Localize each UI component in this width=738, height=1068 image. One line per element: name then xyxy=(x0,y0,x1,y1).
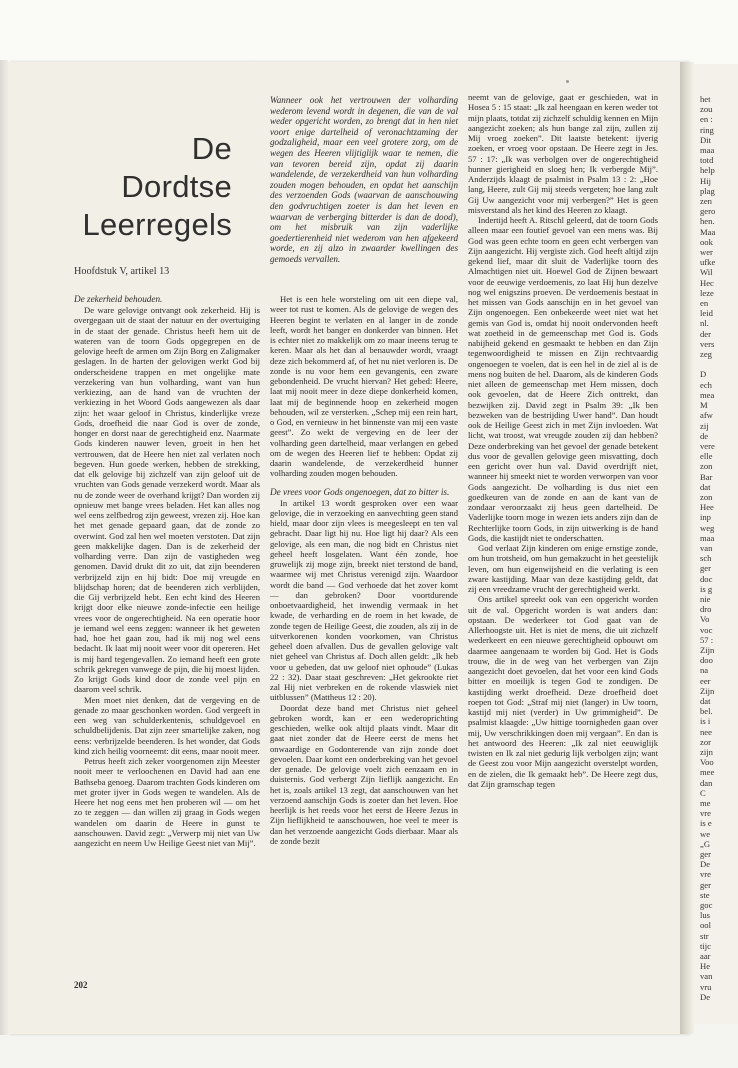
right-page-line: is g xyxy=(700,583,713,594)
right-page-line: Maa xyxy=(700,226,716,237)
paragraph: God verlaat Zijn kinderen om enige ernstige zonde, om hun trotsheid, om hun gemakzucht in het geestelijk leven, om hun eigenwijsheid en die verlating is een zware kastijding. Maar van deze kastijding geldt, dat zij een vreedzame vrucht der gerechtigheid werkt. xyxy=(468,543,658,594)
article-subtitle: Hoofdstuk V, artikel 13 xyxy=(74,266,170,277)
right-page-line: der xyxy=(700,328,711,339)
right-page-line: zijn xyxy=(700,747,713,757)
right-page-line: afw xyxy=(700,410,713,421)
right-page-line: vru xyxy=(700,981,712,992)
right-page-line: mee xyxy=(700,767,715,778)
right-page-fragment xyxy=(694,64,738,1024)
right-page-line: dat xyxy=(700,695,711,706)
right-page-line: plag xyxy=(700,185,715,196)
right-page-line: Hij xyxy=(700,175,711,186)
right-page-line: ufke xyxy=(700,257,716,268)
right-page-line: zor xyxy=(700,736,711,747)
right-page-line: Vo xyxy=(700,614,710,625)
right-page-line: voc xyxy=(700,624,713,635)
book-gutter xyxy=(680,62,694,1034)
right-page-line: dan xyxy=(700,777,713,788)
right-page-text xyxy=(694,64,738,1002)
paragraph: neemt van de gelovige, gaat er geschieden, wat in Hosea 5 : 15 staat: „Ik zal heengaan en keren weder tot mijn plaats, totdat zij zichzelf schuldig kennen en Mijn aangezicht zoeken; als hun bange zal zijn, zullen zij Mij vroeg zoeken”. Dit laatste betekent: ijverig zoeken, er vroeg voor opstaan. De Heere zegt in Jes. 57 : 17: „Ik was verbolgen over de ongerechtigheid hunner gierigheid en sloeg hen; Ik verbergde Mij”. Anderzijds klaagt de psalmist in Psalm 13 : 2: „Hoe lang, Heere, zult Gij mij steeds vergeten; hoe lang zult Gij Uw aangezicht voor mij verbergen?” Het is geen misverstand als het kind des Heeren zo klaagt. xyxy=(468,92,658,215)
title-line-3: Leerregels xyxy=(82,207,232,242)
right-page-line: hen. xyxy=(700,216,715,227)
paragraph: Indertijd heeft A. Ritschl geleerd, dat de toorn Gods alleen maar een foutief gevoel van een mens was. Bij God was geen echte toorn en geen echt verbergen van Zijn aangezicht. Hij vergiste zich. God heeft altijd zijn gekend lief, maar dit sluit de Vaderlijke toorn des Almachtigen niet uit. Hoewel God de Zijnen bewaart voor de eeuwige verdoemenis, zo laat Hij hun dezelve nog wel enigszins proeven. De verdoemenis bestaat in het missen van Gods aanschijn en in het gevoel van Zijn ongenoegen. Een onbekeerde weet niet wat het gemis van God is, omdat hij nooit ondervonden heeft wat zoetheid in de gemeenschap met God is. Gods nabijheid gekend en gesmaakt te hebben en dan Zijn tegenwoordigheid te missen en Zijn rechtvaardig ongenoegen te voelen, dat is een hel in de ziel al is de mens nog buiten de hel. Daarom, als de kinderen Gods niet alleen de gemeenschap met Hem missen, doch ook gevoelen, dat de Heere Zich onttrekt, dan bezwijken zij. David zegt in Psalm 39: „Ik ben bezweken van de bestrijding Uwer hand”. Dan houdt ook de Heilige Geest zich in met Zijn invloeden. Wat licht, wat troost, wat vreugde zouden zij dan hebben? Deze onderbreking van het gevoel der genade betekent dus voor de gevallen gelovige geen misvatting, doch een gericht over hun val. David overdrijft niet, wanneer hij smeekt niet te worden verworpen van voor Gods aangezicht. De volharding is dus niet een goedkeuren van de zonde en aan de kant van de zondaar veroorzaakt zij heus geen dartelheid. De Vaderlijke toorn moge in wezen iets anders zijn dan de Rechterlijke toorn Gods, in zijn uitwerking is de hand Gods, die kastijdt niet te onderschatten. xyxy=(468,215,658,543)
right-page-line: leze xyxy=(700,287,714,298)
right-page-line: totd xyxy=(700,155,714,166)
right-page-line: vere xyxy=(700,440,715,451)
right-page-line: Voo xyxy=(700,757,714,768)
right-page-line: ring xyxy=(700,124,714,135)
right-page-line: vre xyxy=(700,808,711,819)
paragraph: Doordat deze band met Christus niet geheel gebroken wordt, kan er een wederoprichting geschieden, welke ook altijd plaats vindt. Maar dit gaat niet zonder dat de Heere eerst de mens het onwaardige en Godonterende van zijn zonde doet gevoelen. Daar komt een onderbreking van het gevoel der genade. De gelovige voelt zich eenzaam en in duisternis. God verbergt Zijn lieflijk aangezicht. En het is, zoals artikel 13 zegt, dat aanschouwen van het verzoend aanschijn Gods is zoeter dan het leven. Hoe heerlijk is het reeds voor het eerst de Heere Jezus in Zijn lieflijkheid te aanschouwen, hoe veel te meer is dan het verzoende aangezicht Gods dierbaar. Maar als de zonde bezit xyxy=(270,702,458,846)
right-page-line: C xyxy=(700,787,706,798)
right-page-line: van xyxy=(700,542,713,553)
right-page-line: ger xyxy=(700,879,711,890)
right-page-line: ste xyxy=(700,889,710,900)
right-page-line: ool xyxy=(700,920,711,931)
right-page-line: wer xyxy=(700,247,713,258)
column-1-heading: De zekerheid behouden. xyxy=(74,294,163,304)
right-page-line: en xyxy=(700,298,709,309)
right-page-line: weg xyxy=(700,522,715,533)
right-page-line: mea xyxy=(700,389,715,400)
right-page-line: tijc xyxy=(700,940,711,951)
right-page-line: ook xyxy=(700,236,713,247)
right-page-line: eer xyxy=(700,675,711,686)
right-page-line: De xyxy=(700,859,711,870)
right-page-line: gero xyxy=(700,206,716,217)
column-2 xyxy=(270,294,458,846)
right-page-line: is e xyxy=(700,818,712,829)
right-page-line: bel. xyxy=(700,706,713,717)
right-page-line: „G xyxy=(700,838,711,849)
title-line-1: De xyxy=(191,131,232,166)
right-page-line: het xyxy=(700,94,711,104)
right-page-line: van xyxy=(700,971,713,982)
right-page-line: dro xyxy=(700,604,712,615)
paragraph: Petrus heeft zich zeker voorgenomen zijn Meester nooit meer te verloochenen en David had aan ene Bathseba genoeg. Daarom trachten Gods kinderen om met groter ijver in Gods wegen te wandelen. Als de Heere het nog eens met hen proberen wil — om het zo te zeggen — dan willen zij graag in Gods wegen wandelen om daarin de Heere in gunst te aanschouwen. David zegt: „Verwerp mij niet van Uw aangezicht en neem Uw Heilige Geest niet van Mij”. xyxy=(74,756,260,848)
right-page-line: Bar xyxy=(700,471,713,482)
right-page-line: ech xyxy=(700,379,712,390)
right-page-line: He xyxy=(700,961,711,972)
right-page-line: Hec xyxy=(700,277,714,288)
right-page-line: sch xyxy=(700,553,712,564)
right-page-line: nl. xyxy=(700,318,709,329)
right-page-line: elle xyxy=(700,451,713,462)
paragraph: Ons artikel spreekt ook van een opgericht worden uit de val. Opgericht worden is wat anders dan: opstaan. De wederkeer tot God gaat van de Allerhoogste uit. Het is niet de mens, die uit zichzelf wederkeert en een nieuwe gerechtigheid opbouwt om daarmee aangenaam te worden bij God. Het is Gods trouw, die in de weg van het verbergen van Zijn aangezicht doet gevoelen, dat het voor een kind Gods bitter en moeilijk is tegen God te zondigen. De kastijding werkt droefheid. Deze droefheid doet roepen tot God: „Straf mij niet (langer) in Uw toorn, kastijd mij niet (verder) in Uw grimmigheid”. De psalmist klaagde: „Uw hittige toornigheden gaan over mij, Uw verschrikkingen doen mij vergaan”. En dan is het antwoord des Heeren: „Ik zal niet eeuwiglijk twisten en Ik zal niet gedurig lijk verbolgen zijn; want de Geest zou voor Mijn aangezicht overstelpt worden, en de zielen, die Ik gemaakt heb”. De Heere zegt dus, dat Zijn gramschap tegen xyxy=(468,594,658,789)
intro-quote: Wanneer ook het vertrouwen der volharding wederom levend wordt in degenen, die van de val weder opgericht worden, zo brengt dat in hen niet voort enige dartelheid of veronachtzaming der godzaligheid, maar een veel grotere zorg, om de wegen des Heeren vlijtiglijk waar te nemen, die van tevoren bereid zijn, opdat zij daarin wandelende, de verzekerdheid van hun volharding zouden mogen behouden, en opdat het aanschijn des verzoenden Gods (waarvan de aanschouwing den godvruchtigen zoeter is dan het leven en waarvan de verberging bitterder is dan de dood), om het misbruik van zijn vaderlijke goedertierenheid niet wederom van hen afgekeerd worde, en zij alzo in zwaarder kwellingen des gemoeds vervallen. xyxy=(270,95,458,264)
right-page-line: leid xyxy=(700,308,713,319)
column-1 xyxy=(74,294,260,848)
right-page-line: maa xyxy=(700,145,715,156)
right-page-line: zij xyxy=(700,420,709,431)
right-page-line: inp xyxy=(700,512,711,523)
right-page-line: doo xyxy=(700,655,713,666)
right-page-line: aar xyxy=(700,951,711,962)
right-page-line: str xyxy=(700,930,709,941)
right-page-line: en : xyxy=(700,114,713,125)
right-page-line: zou xyxy=(700,104,713,115)
right-page-line: D xyxy=(700,369,707,380)
page-number: 202 xyxy=(74,980,88,990)
right-page-line: goc xyxy=(700,900,713,911)
right-page-line: ger xyxy=(700,563,711,574)
right-page-line: zeg xyxy=(700,349,712,360)
paragraph: Het is een hele worsteling om uit een diepe val, weer tot rust te komen. Als de gelovige de wegen des Heeren begint te verlaten en al langer in de zonde leeft, wordt het banger en donkerder van binnen. Het is echter niet zo makkelijk om zo maar ineens terug te keren. Maar als het dan al benauwder wordt, vraagt deze zich bekommerd af, of het nu niet verloren is. De zonde is nu voor hem een gevangenis, een zware gebondenheid. De vrucht hiervan? Het gebed: Heere, laat mij nooit meer in deze diepe donkerheid komen, laat mij de beginnende hoop en zekerheid mogen behouden, wil ze versterken. „Schep mij een rein hart, o God, en vernieuw in het binnenste van mij een vaste geest”. Zo wekt de vergeving en de leer der volharding geen dartelheid, maar verlangen en gebed om de wegen des Heeren lief te hebben: Opdat zij daarin wandelende, de verzekerdheid hunner volharding zouden mogen behouden. xyxy=(270,294,458,479)
column-2-heading: De vrees voor Gods ongenoegen, dat zo bitter is. xyxy=(270,486,450,497)
article-title xyxy=(60,130,232,244)
right-page-line: vre xyxy=(700,869,711,880)
right-page-line xyxy=(694,359,738,369)
page-stack-edge xyxy=(0,60,8,1035)
right-page-line: is i xyxy=(700,716,711,727)
paragraph: Men moet niet denken, dat de vergeving en de genade zo maar geschonken worden. God vergeeft in een weg van schulderkentenis, schuldgevoel en schuldbelijdenis. Dat zijn zeer smartelijke zaken, nog eens: verbrijzelde beenderen. Is het wonder, dat Gods kind zich heilig voorneemt: dit eens, maar nooit meer. xyxy=(74,694,260,756)
right-page-line: dat xyxy=(700,481,711,492)
right-page-line: De xyxy=(700,991,711,1002)
right-page-line: 57 : xyxy=(700,634,714,645)
right-page-line: doc xyxy=(700,573,713,584)
paragraph: De ware gelovige ontvangt ook zekerheid. Hij is overgegaan uit de staat der natuur en der overtuiging in de staat der genade. Christus heeft hem uit de wateren van de toorn Gods opgegrepen en de gelovige heeft de armen om Zijn Borg en Zaligmaker geslagen. In de harten der gelovigen werkt God bij onderscheidene trappen en met ongelijke mate verzekering van hun volharding, want van hun verkiezing, aan de hand van de vruchten der verkiezing in het Woord Gods aangewezen als daar zijn: het waar geloof in Christus, kinderlijke vreze Gods, droefheid die naar God is over de zonde, honger en dorst naar de gerechtigheid enz. Naarmate Gods kinderen nauwer leven, groeit in hen het vertrouwen, dat de Heere hen niet zal verlaten noch begeven. Hun goede werken, hebben de strekking, dat elk gelovige bij zichzelf van zijn geloof uit de vruchten van Gods genade verzekerd wordt. Maar als nu de zonde weer de overhand krijgt? Dan worden zij opnieuw met bange vrees beladen. Het kan alles nog wel eens zelfbedrog zijn geweest, vrezen zij. Hoe kan het met genade gepaard gaan, dat de zonde zo overwint. God zal hen wel moeten verstoten. Dat zijn geen makkelijke dagen. Dan is de zekerheid der volharding verre. Dan zijn de vastigheden weg genomen. David drukt dit zo uit, dat zijn beenderen verbrijzeld zijn en hij bidt: Doe mij vreugde en blijdschap horen; dat de beenderen zich verblijden, die Gij verbrijzeld hebt. Een echt kind des Heeren krijgt door elke nieuwe zonde-infectie een heilige vrees voor de ongerechtigheid. Na een operatie hoor je iemand wel eens zeggen: wanneer ik het geweten had, hoe het gaan zou, had ik mij nog wel eens bedacht. Ik laat mij nooit weer voor dit opereren. Het is mij hard tegengevallen. Zo iemand heeft een grote schrik gekregen vanwege de pijn, die hij moest lijden. Zo krijgt Gods kind door de zonde veel pijn en daarom veel schrik. xyxy=(74,305,260,695)
paragraph: In artikel 13 wordt gesproken over een waar gelovige, die in verzoeking en aanvechting geen stand hield, maar door zijn vlees is meegesleept en ten val gebracht. Daar ligt hij nu. Hoe ligt hij daar? Als een gelovige, als een man, die nog bidt en Christus niet geheel heeft losgelaten. Want één zonde, hoe gruwelijk zij moge zijn, breekt niet terstond de band, waarmee wij met Christus verenigd zijn. Waardoor wordt die band — God verhoede dat het zover komt — dan gebroken? Door voortdurende onboetvaardigheid, het inwendig vermaak in het kwade, de verharding en de roem in het kwade, de zonde tegen de Heilige Geest, die zouden, als zij in de uitverkorenen konden voorkomen, van Christus geheel doen afvallen. Dus de gevallen gelovige valt niet geheel van Christus af. Doch allen geldt: „Ik heb voor u gebeden, dat uw geloof niet ophoude” (Lukas 22 : 32). Daar staat geschreven: „Het gekrookte riet zal Hij niet verbreken en de rokende vlaswiek niet uitblussen” (Mattheus 12 : 20). xyxy=(270,497,458,703)
ornament-dot xyxy=(566,80,569,83)
right-page-line: me xyxy=(700,798,711,809)
right-page-line: zon xyxy=(700,491,713,502)
right-page-line: M xyxy=(700,400,708,411)
right-page-line: Hee xyxy=(700,502,714,513)
right-page-line: Dit xyxy=(700,134,711,145)
right-page-line: maa xyxy=(700,532,715,543)
right-page-line: Zijn xyxy=(700,644,715,655)
right-page-line: nee xyxy=(700,726,712,737)
right-page-line: na xyxy=(700,665,709,676)
right-page-line: nie xyxy=(700,593,711,604)
right-page-line: Wil xyxy=(700,267,713,278)
right-page-line: help xyxy=(700,165,715,176)
right-page-line: ger xyxy=(700,849,711,860)
right-page-line: lus xyxy=(700,910,711,921)
title-line-2: Dordtse xyxy=(121,169,232,204)
right-page-line: we xyxy=(700,828,711,839)
right-page-line: de xyxy=(700,430,709,441)
right-page-line: zen xyxy=(700,196,712,207)
right-page-line: zon xyxy=(700,461,713,472)
right-page-line: vers xyxy=(700,338,715,349)
column-3 xyxy=(468,92,658,789)
right-page-line: Zijn xyxy=(700,685,715,696)
